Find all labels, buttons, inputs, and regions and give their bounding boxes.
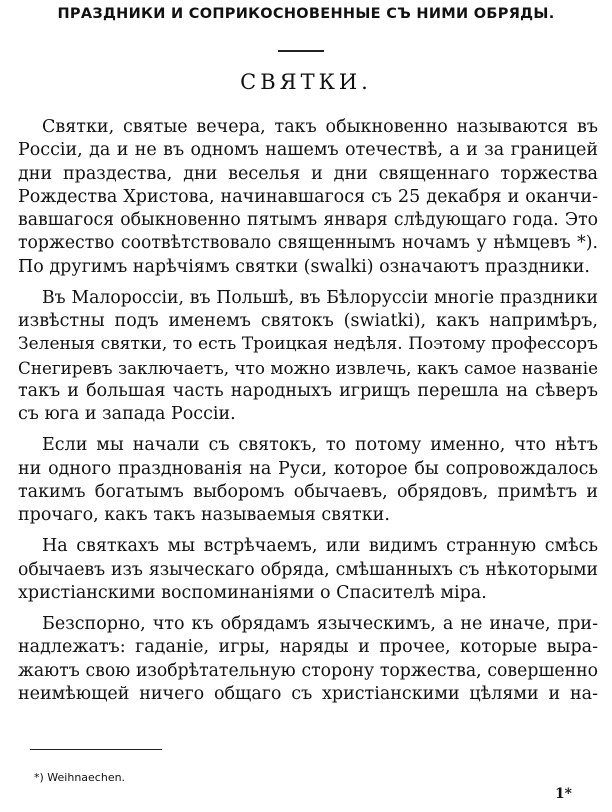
body-text [18,116,598,714]
text-line: торжество соотвѣтствовало священнымъ ночамъ у нѣмцевъ *). [18,233,598,254]
footnote-divider [30,749,162,750]
paragraph [18,535,598,605]
text-line: Святки, святые вечера, такъ обыкновенно называются въ [42,117,598,137]
paragraph [18,613,598,706]
text-line: жаютъ свою изобрѣтательную сторону торжества, совершенно [18,660,598,681]
text-line: такъ и большая часть народныхъ игрищъ перешла на сѣверъ [18,380,598,401]
paragraph [18,116,598,279]
text-line: такимъ богатымъ выборомъ обычаевъ, обрядовъ, примѣтъ и [18,481,598,502]
text-line: прочаго, какъ такъ называемыя святки. [18,505,390,525]
text-line: По другимъ нарѣчіямъ святки (swalki) означаютъ праздники. [18,256,590,277]
footnote: *) Weihnaechen. [34,771,126,784]
text-line: вавшагося обыкновенно пятымъ января слѣдующаго года. Это [18,210,598,230]
text-line: Въ Малороссіи, въ Польшѣ, въ Бѣлоруссіи многіе праздники [42,287,598,308]
text-line: Россіи, да и не въ одномъ нашемъ отечествѣ, а и за границей [18,140,598,161]
chapter-title: СВЯТКИ. [240,70,372,94]
text-line: Рождества Христова, начинавшагося съ 25 декабря и оканчи- [18,186,598,207]
text-line: Зеленыя святки, то есть Троицкая недѣля. Поэтому профессоръ [18,334,598,355]
text-line: Если мы начали съ святокъ, то потому именно, что нѣтъ [42,435,598,456]
text-line: обычаевъ изъ языческаго обряда, смѣшанныхъ съ нѣкоторыми [18,559,598,580]
text-line: На святкахъ мы встрѣчаемъ, или видимъ странную смѣсь [42,536,598,557]
text-line: извѣстны подъ именемъ святокъ (swiatki), какъ напримѣръ, [18,311,598,331]
heading-divider [278,50,324,52]
text-line: съ юга и запада Россіи. [18,404,236,424]
text-line: неимѣющей ничего общаго съ христіанскими цѣлями и на- [18,683,598,704]
text-line: христіанскими воспоминаніями о Спасителѣ міра. [18,582,487,603]
paragraph [18,434,598,527]
paragraph [18,287,598,427]
text-line: Безспорно, что къ обрядамъ языческимъ, а не иначе, при- [42,614,598,634]
text-line: дни праздества, дни веселья и дни священнаго торжества [18,163,598,184]
section-heading: ПРАЗДНИКИ И СОПРИКОСНОВЕННЫЕ СЪ НИМИ ОБРЯДЫ. [57,6,555,22]
signature-mark: 1* [554,786,572,802]
text-line: надлежатъ: гаданіе, игры, наряды и прочее, которые выра- [18,637,598,658]
text-line: ни одного празднованія на Руси, которое бы сопровождалось [18,458,598,479]
text-line: Снегиревъ заключаетъ, что можно извлечь, какъ самое названіе [18,357,598,378]
